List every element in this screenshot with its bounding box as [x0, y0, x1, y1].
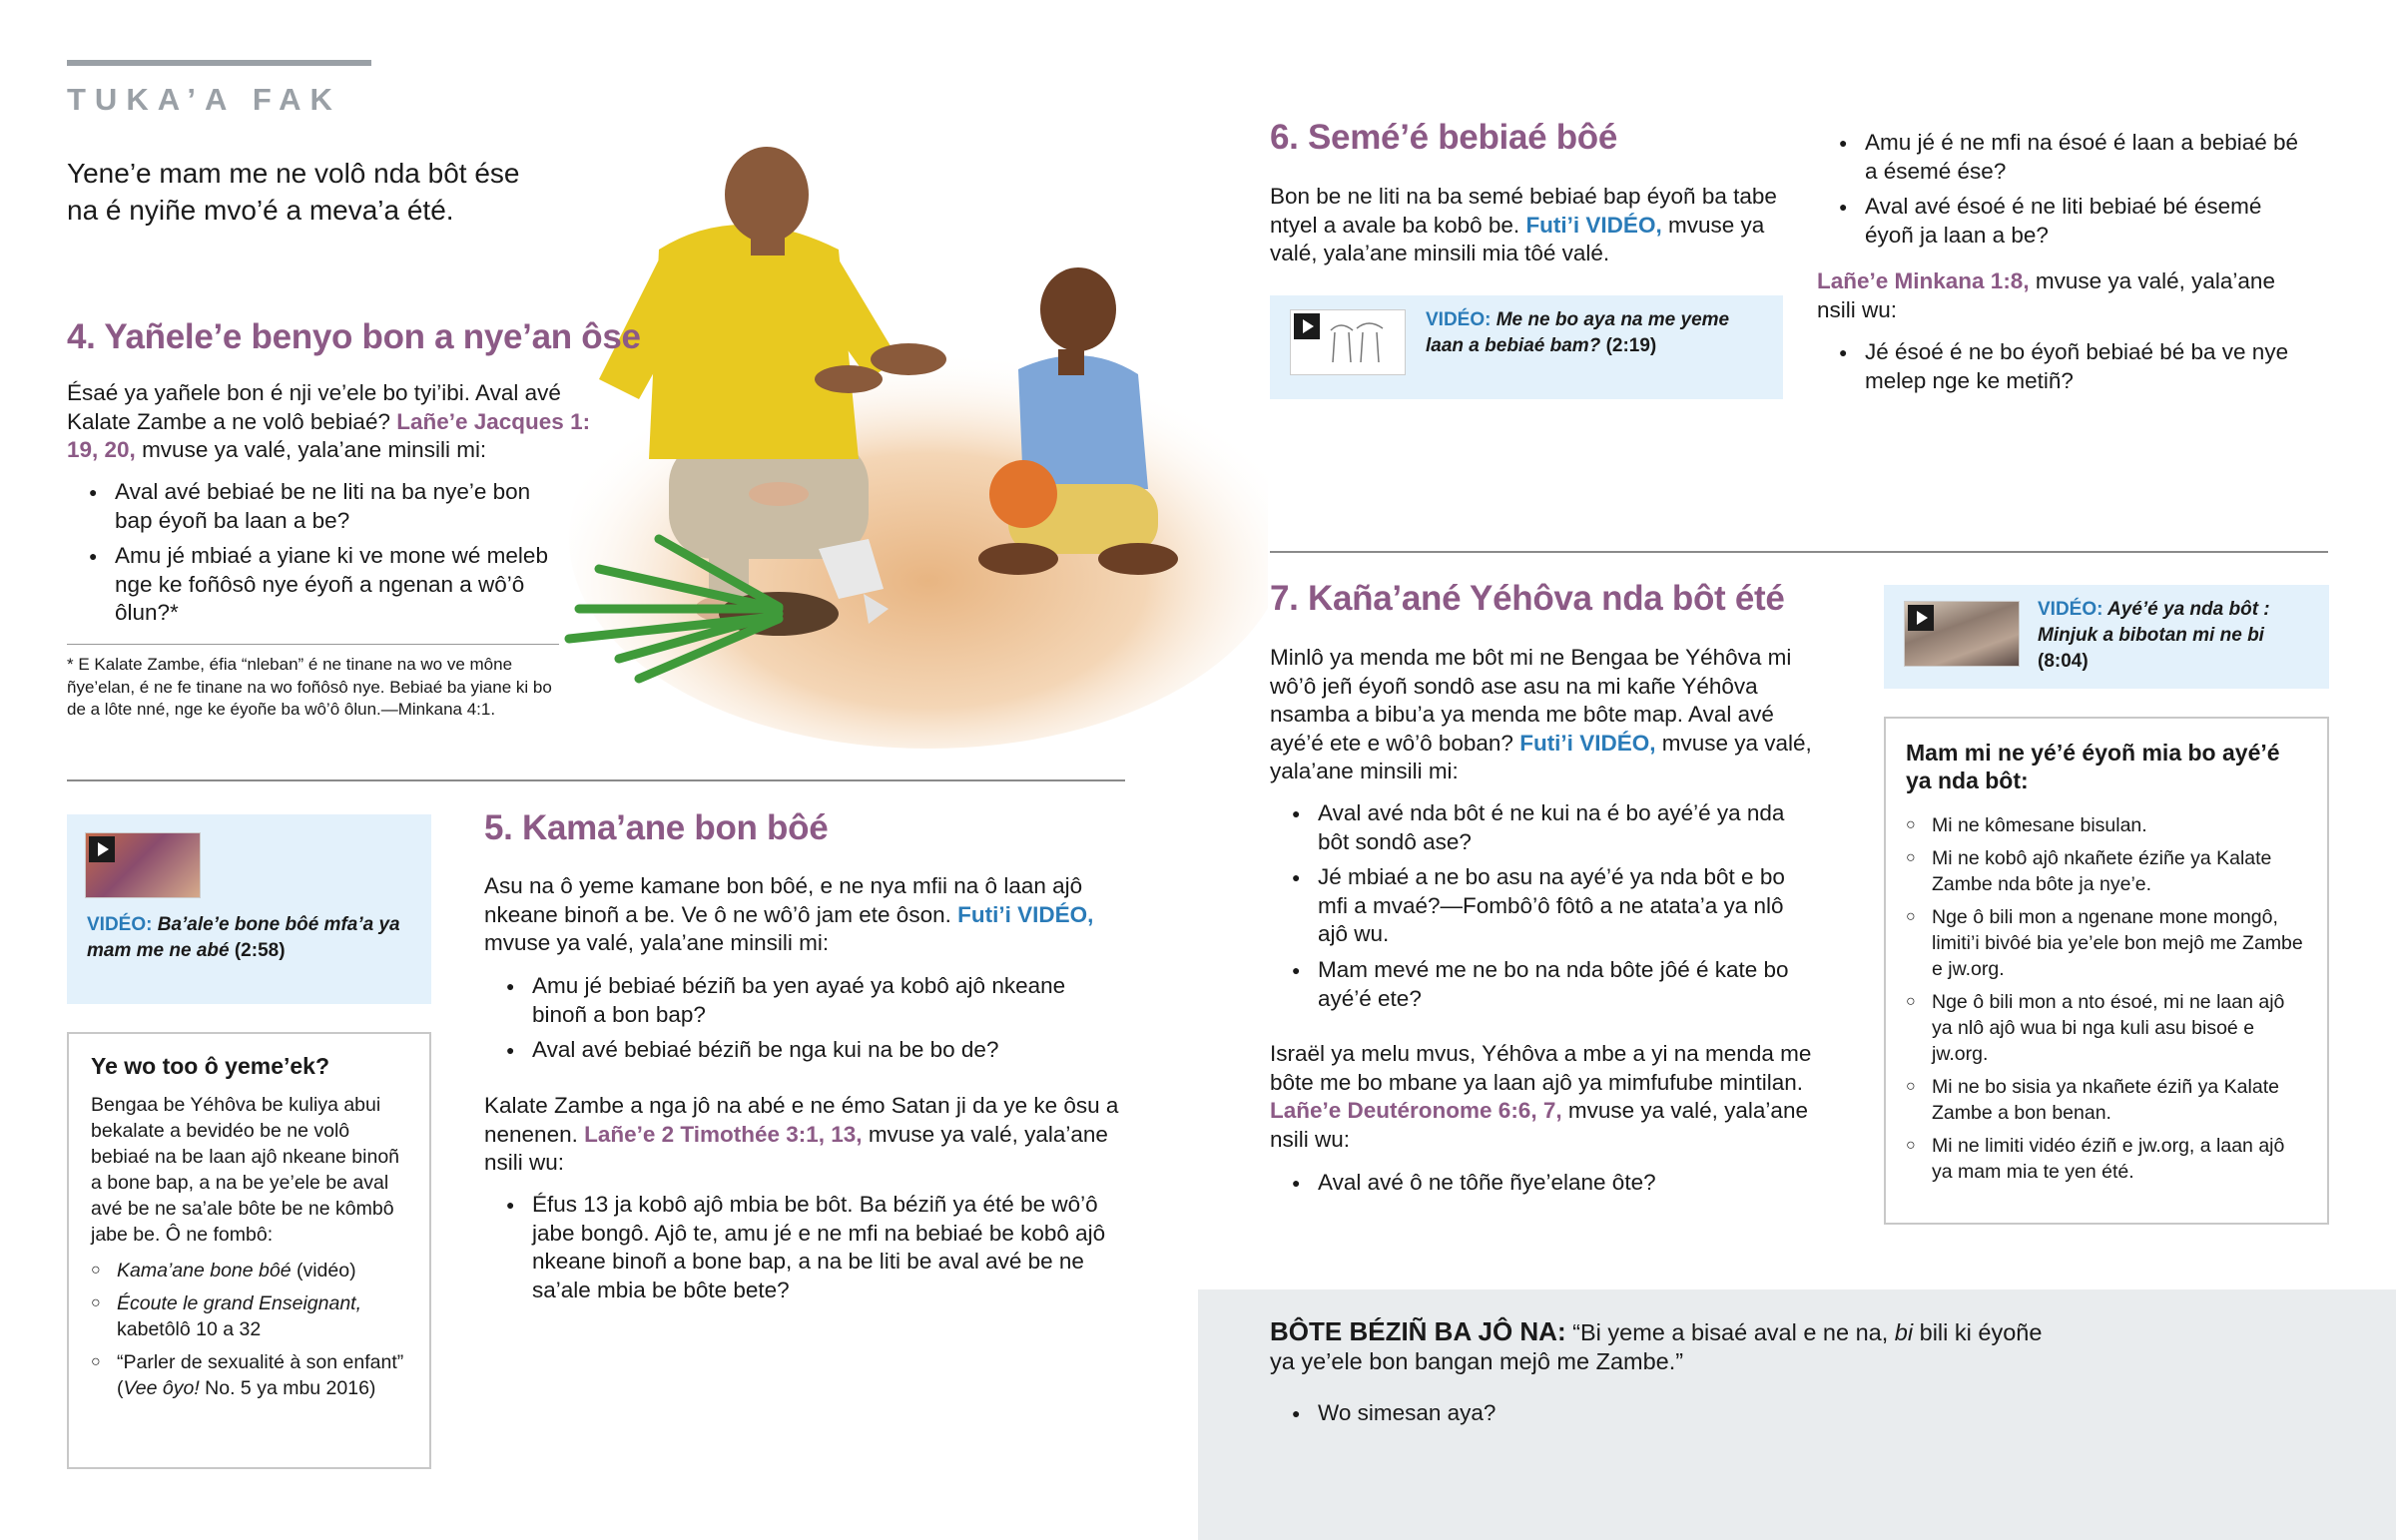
resource-item[interactable]: ○ Écoute le grand Enseignant, kabetôlô 10 a 32: [69, 1290, 407, 1342]
header-label: TUKA’A FAK: [67, 82, 341, 117]
play-icon[interactable]: [1908, 605, 1934, 631]
question-item: ● Aval avé bebiaé be ne liti na ba nye’e bon bap éyoñ ba laan a be?: [67, 478, 566, 535]
watch-video-link[interactable]: Futi’i VIDÉO,: [957, 901, 1094, 927]
family-worship-list: [1884, 812, 2307, 1185]
section-7-questions-2: [1270, 1169, 1819, 1205]
right-divider: [1270, 551, 2328, 553]
scripture-link-deuteronome[interactable]: Lañe’e Deutéronome 6:6, 7,: [1270, 1098, 1562, 1124]
list-item: ○ Mi ne kômesane bisulan.: [1884, 812, 2307, 838]
header-bar: [67, 60, 371, 66]
video-thumbnail[interactable]: [85, 832, 201, 898]
question-item: ● Amu jé mbiaé a yiane ki ve mone wé meleb nge ke foñôsô nye éyoñ a ngenan a wô’ô ôlun?*: [67, 542, 566, 628]
video-caption[interactable]: VIDÉO: Ba’ale’e bone bôé mfa’a ya mam me ne abé (2:58): [87, 914, 400, 961]
info-box-title: Ye wo too ô yeme’ek?: [91, 1053, 330, 1079]
question-item: ● Amu jé é ne mfi na ésoé é laan a bebiaé bé a ésemé ése?: [1817, 129, 2316, 186]
video-box-section-7[interactable]: [1884, 585, 2329, 689]
section-7-paragraph-1: Minlô ya menda me bôt mi ne Bengaa be Yéhôva mi wô’ô jeñ éyoñ sondô ase asu na mi kañe Yéhôva nsamba a bibu’a ya menda me bôte map. Aval avé ayé’é ete e wô’ô boban? Futi’i VIDÉO, mvuse ya valé, yala’ane minsili mi:: [1270, 645, 1812, 784]
video-box-left[interactable]: [67, 814, 431, 1004]
section-6-questions-top: [1817, 129, 2316, 257]
list-item: ○ Mi ne limiti vidéo éziñ e jw.org, a laan ajô ya mam mia te yen été.: [1884, 1133, 2307, 1185]
scripture-link-jacques[interactable]: Lañe’e Jacques 1: 19, 20,: [67, 408, 591, 463]
family-worship-box-title: Mam mi ne yé’é éyoñ mia bo ayé’é ya nda bôt:: [1906, 740, 2280, 793]
section-6-ref-paragraph: Lañe’e Minkana 1:8, mvuse ya valé, yala’ane nsili wu:: [1817, 268, 2275, 322]
list-item: ○ Mi ne kobô ajô nkañete éziñe ya Kalate Zambe nda bôte ja nye’e.: [1884, 845, 2307, 897]
question-item: ● Éfus 13 ja kobô ajô mbia be bôt. Ba béziñ ya été be wô’ô jabe bongô. Ajô te, amu jé e ne mfi na bebiaé be kobô ajô nkeane binoñ a bone bap, a na be liti be aval avé be ne sa’ale mbia be bôte bete?: [484, 1191, 1128, 1304]
video-thumbnail[interactable]: [1904, 601, 2020, 667]
section-6-paragraph: Bon be ne liti na ba semé bebiaé bap éyoñ ba tabe ntyel a avale ba kobô be. Futi’i VIDÉO, mvuse ya valé, yala’ane minsili mia tôé valé.: [1270, 184, 1777, 266]
question-item: ● Aval avé ésoé é ne liti bebiaé bé ésemé éyoñ ja laan a be?: [1817, 193, 2316, 250]
header-intro: Yene’e mam me ne volô nda bôt ése na é nyiñe mvo’é a meva’a été.: [67, 158, 520, 226]
section-4-title: 4. Yañele’e benyo bon a nye’an ôse: [67, 317, 641, 356]
question-item: ● Aval avé ô ne tôñe ñye’elane ôte?: [1270, 1169, 1819, 1198]
video-caption[interactable]: VIDÉO: Ayé’é ya nda bôt : Minjuk a bibotan mi ne bi (8:04): [2038, 599, 2270, 672]
footnote-rule: [67, 644, 559, 645]
section-5-questions-2: [484, 1191, 1128, 1311]
question-item: ● Jé mbiaé a ne bo asu na ayé’é ya nda bôt e bo mfi a mvaé?—Fombô’ô fôtô a ne atata’a ya nlô ajô wu.: [1270, 863, 1819, 949]
resource-item[interactable]: ○ “Parler de sexualité à son enfant” (Vee ôyo! No. 5 ya mbu 2016): [69, 1349, 407, 1401]
scripture-link-timothee[interactable]: Lañe’e 2 Timothée 3:1, 13,: [584, 1121, 863, 1147]
question-item: ● Mam mevé me ne bo na nda bôte jôé é kate bo ayé’é ete?: [1270, 956, 1819, 1013]
question-item: ● Aval avé bebiaé béziñ be nga kui na be bo de?: [484, 1036, 1123, 1065]
footer-questions: [1270, 1399, 1869, 1435]
section-5-paragraph-1: Asu na ô yeme kamane bon bôé, e ne nya mfii na ô laan ajô nkeane binoñ a be. Ve ô ne wô’ô jam ete ôson. Futi’i VIDÉO, mvuse ya valé, yala’ane minsili mi:: [484, 873, 1094, 956]
left-divider: [67, 779, 1125, 781]
section-6-title: 6. Semé’é bebiaé bôé: [1270, 118, 1618, 157]
scripture-link-minkana[interactable]: Lañe’e Minkana 1:8,: [1817, 268, 2030, 293]
section-7-questions-1: [1270, 799, 1819, 1020]
section-6-questions-bottom: [1817, 338, 2316, 402]
section-4-questions: [67, 478, 566, 635]
list-item: ○ Mi ne bo sisia ya nkañete éziñ ya Kalate Zambe a bon benan.: [1884, 1074, 2307, 1126]
question-item: ● Jé ésoé é ne bo éyoñ bebiaé bé ba ve nye melep nge ke metiñ?: [1817, 338, 2316, 395]
watch-video-link[interactable]: Futi’i VIDÉO,: [1519, 730, 1656, 756]
question-item: ● Wo simesan aya?: [1270, 1399, 1869, 1428]
info-box-resources: [67, 1032, 431, 1469]
video-thumbnail[interactable]: [1290, 309, 1406, 375]
footer-label: BÔTE BÉZIÑ BA JÔ NA:: [1270, 1316, 1566, 1346]
question-item: ● Amu jé bebiaé béziñ ba yen ayaé ya kobô ajô nkeane binoñ a bon bap?: [484, 972, 1123, 1029]
video-box-section-6[interactable]: [1270, 295, 1783, 399]
watch-video-link[interactable]: Futi’i VIDÉO,: [1525, 212, 1662, 238]
list-item: ○ Nge ô bili mon a ngenane mone mongô, limiti’i bivôé bia ye’ele bon mejô me Zambe e jw.org.: [1884, 904, 2307, 982]
resource-list: [69, 1258, 407, 1401]
list-item: ○ Nge ô bili mon a nto ésoé, mi ne laan ajô ya nlô ajô wua bi nga kuli asu bisoé e jw.org.: [1884, 989, 2307, 1067]
footer-quote: BÔTE BÉZIÑ BA JÔ NA: “Bi yeme a bisaé aval e ne na, bi bili ki éyoñe ya ye’ele bon bangan mejô me Zambe.”: [1270, 1316, 2043, 1374]
section-7-title: 7. Kaña’ané Yéhôva nda bôt été: [1270, 579, 1785, 618]
section-5-title: 5. Kama’ane bon bôé: [484, 808, 829, 847]
resource-item[interactable]: ○ Kama’ane bone bôé (vidéo): [69, 1258, 407, 1283]
info-box-text: Bengaa be Yéhôva be kuliya abui bekalate a bevidéo be ne volô bebiaé na be laan ajô nkeane binoñ a bone bap, a na be ye’ele be aval avé be ne sa’ale bôte be ne kômbô jabe be. Ô ne fombô:: [91, 1094, 400, 1246]
illustration-father-son: [539, 140, 1268, 759]
video-caption[interactable]: VIDÉO: Me ne bo aya na me yeme laan a bebiaé bam? (2:19): [1426, 309, 1730, 356]
family-worship-box: [1884, 717, 2329, 1225]
footnote: * E Kalate Zambe, éfia “nleban” é ne tinane na wo ve mône ñye’elan, é ne fe tinane na wo foñôsô nye. Bebiaé ba yiane ki bo de a lôte nné, nge ke éyoñe ba wô’ô ôlun.—Minkana 4:1.: [67, 655, 552, 719]
section-4-paragraph: Ésaé ya yañele bon é nji ve’ele bo tyi’ibi. Aval avé Kalate Zambe a ne volô bebiaé? Lañe’e Jacques 1: 19, 20, mvuse ya valé, yala’ane minsili mi:: [67, 380, 591, 463]
section-5-paragraph-2: Kalate Zambe a nga jô na abé e ne émo Satan ji da ye ke ôsu a nenenen. Lañe’e 2 Timothée 3:1, 13, mvuse ya valé, yala’ane nsili wu:: [484, 1093, 1119, 1176]
footer-panel: [1198, 1289, 2396, 1540]
section-7-paragraph-2: Israël ya melu mvus, Yéhôva a mbe a yi na menda me bôte me bo mbane ya laan ajô ya mimfufube mintilan. Lañe’e Deutéronome 6:6, 7, mvuse ya valé, yala’ane nsili wu:: [1270, 1041, 1812, 1152]
play-icon[interactable]: [89, 836, 115, 862]
question-item: ● Aval avé nda bôt é ne kui na é bo ayé’é ya nda bôt sondô ase?: [1270, 799, 1819, 856]
section-5-questions-1: [484, 972, 1123, 1072]
